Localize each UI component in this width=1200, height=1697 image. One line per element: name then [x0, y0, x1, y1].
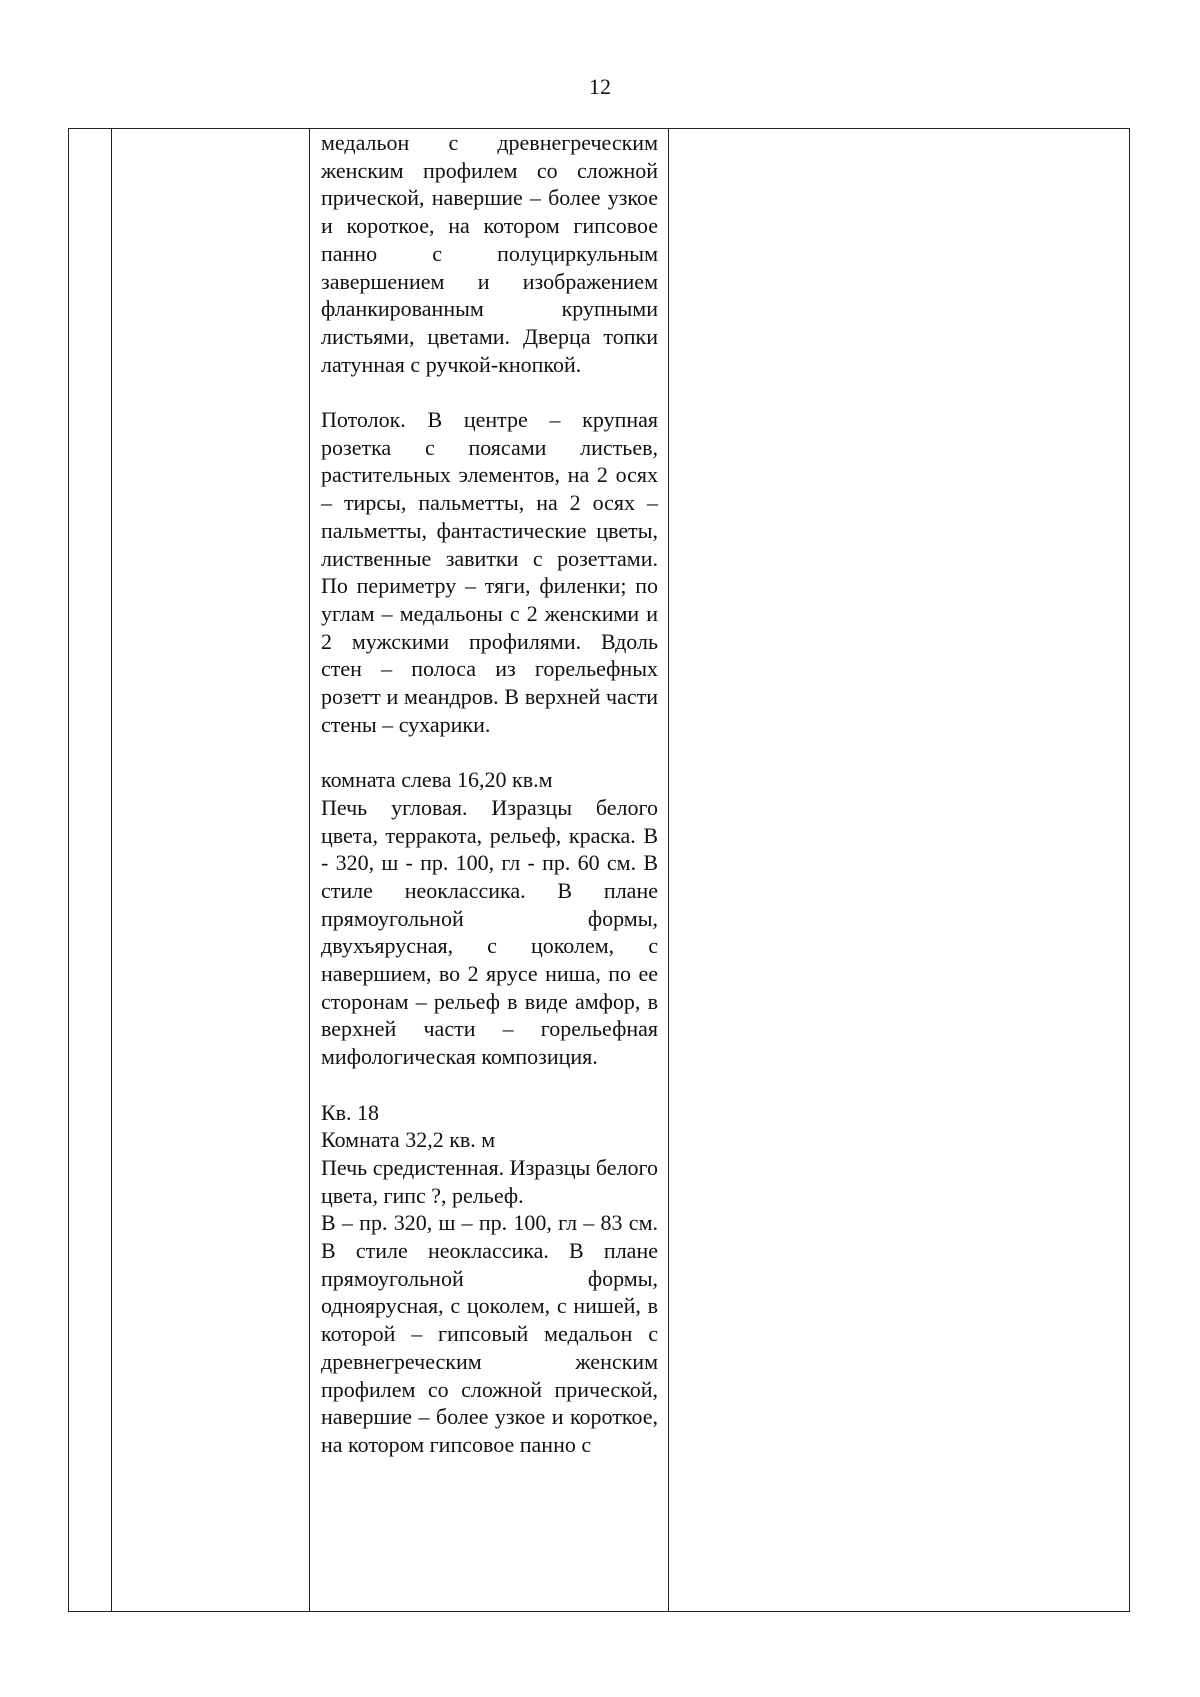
text-line: медальон с древнегреческим женским профилем со сложной прической, навершие – более узкое и короткое, на котором гипсовое панно с полуциркульным завершением и изображением фланкированным крупными листьями, цветами. Дверца топки латунная с ручкой-кнопкой. — [321, 130, 658, 377]
text-line: Печь угловая. Изразцы белого цвета, терракота, рельеф, краска. В - 320, ш - пр. 100, гл - пр. 60 см. В стиле неоклассика. В плане прямоугольной формы, двухъярусная, с цоколем, с навершием, во 2 ярусе ниша, по ее сторонам – рельеф в виде амфор, в верхней части – горельефная мифологическая композиция. — [321, 794, 658, 1070]
number-cell — [69, 129, 112, 1612]
description-table — [68, 128, 1130, 1612]
paragraph-ceiling — [321, 406, 658, 738]
page-number: 12 — [589, 74, 611, 99]
text-line: В – пр. 320, ш – пр. 100, гл – 83 см. В стиле неоклассика. В плане прямоугольной формы, одноярусная, с цоколем, с нишей, в которой – гипсовый медальон с древнегреческим женским профилем со сложной прической, навершие – более узкое и короткое, на котором гипсовое панно с — [321, 1210, 658, 1457]
text-line: Комната 32,2 кв. м — [321, 1127, 496, 1153]
notes-cell — [669, 129, 1130, 1612]
paragraph-left-room — [321, 766, 658, 1071]
paragraph-apartment-18 — [321, 1099, 658, 1459]
description-cell — [310, 129, 669, 1612]
text-line: Печь средистенная. Изразцы белого цвета, гипс ?, рельеф. — [321, 1154, 658, 1208]
table-row — [69, 129, 1130, 1612]
text-line: Кв. 18 — [321, 1099, 380, 1125]
paragraph-stove-continued — [321, 129, 658, 378]
text-line: комната слева 16,20 кв.м — [321, 767, 553, 793]
text-line: Потолок. В центре – крупная розетка с поясами листьев, растительных элементов, на 2 осях – тирсы, пальметты, на 2 осях – пальметты, фантастические цветы, лиственные завитки с розеттами. По периметру – тяги, филенки; по углам – медальоны с 2 женскими и 2 мужскими профилями. Вдоль стен – полоса из горельефных розетт и меандров. В верхней части стены – сухарики. — [321, 407, 658, 737]
object-cell — [112, 129, 310, 1612]
